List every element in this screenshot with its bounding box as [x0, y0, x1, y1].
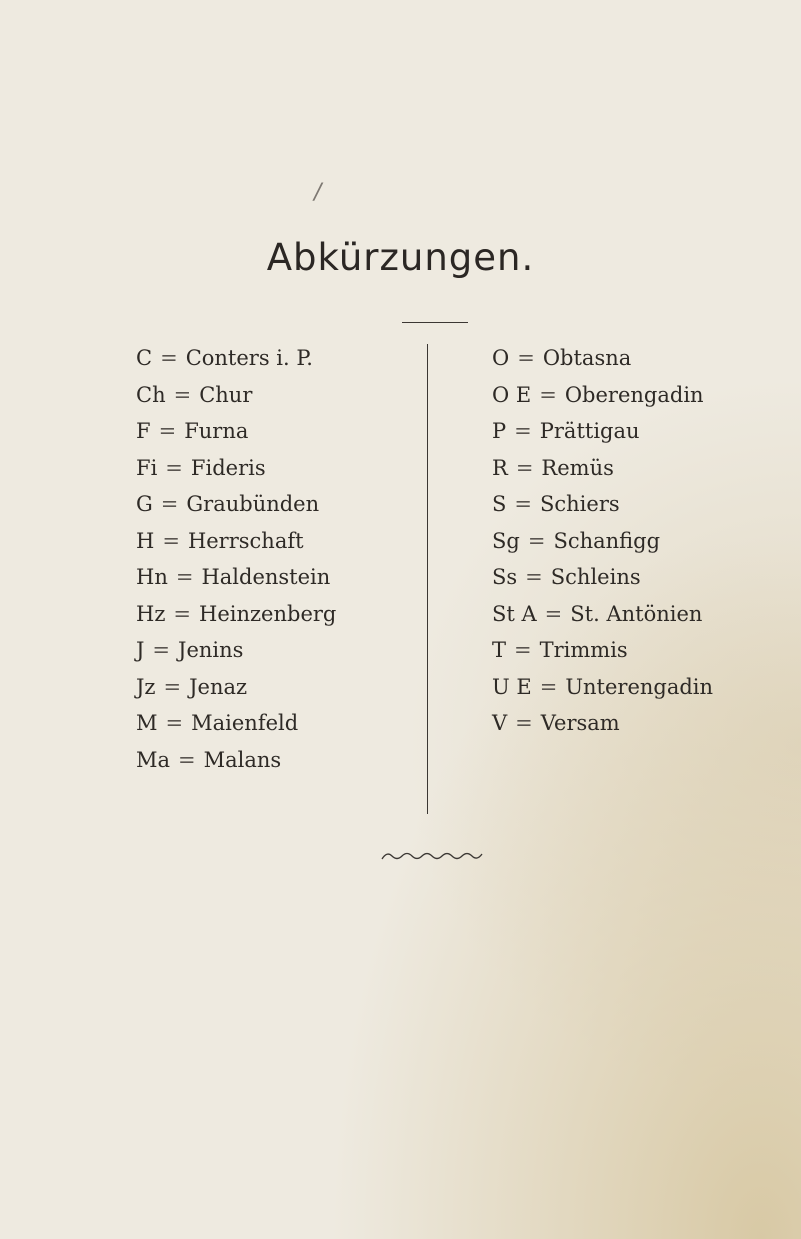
abbreviation-entry [492, 340, 713, 377]
abbreviation-entry [492, 413, 713, 450]
place-name: Jenins [178, 638, 244, 662]
equals-sign: = [514, 419, 532, 443]
equals-sign: = [527, 528, 546, 553]
equals-sign: = [173, 601, 191, 626]
place-name: Conters i. P. [185, 346, 313, 370]
page-title: Abkürzungen. [266, 236, 535, 279]
equals-sign: = [160, 346, 178, 370]
abbreviation-entry [136, 669, 336, 706]
place-name: Heinzenberg [199, 601, 337, 626]
abbreviation: U E [492, 674, 532, 699]
pencil-mark: / [314, 180, 322, 205]
abbreviation-entry [136, 596, 336, 633]
abbreviation: S [492, 492, 507, 516]
abbreviation-entry [492, 523, 713, 560]
abbreviation: Jz [136, 674, 156, 699]
place-name: Herrschaft [187, 528, 304, 553]
abbreviation: P [492, 419, 507, 443]
equals-sign: = [165, 711, 184, 735]
equals-sign: = [517, 346, 535, 370]
abbreviation: V [492, 711, 508, 735]
abbreviation: Hz [136, 601, 166, 626]
equals-sign: = [544, 601, 563, 626]
abbreviation-entry [136, 486, 336, 523]
abbreviation-entry [492, 486, 713, 523]
abbreviation: Fi [136, 455, 158, 480]
equals-sign: = [539, 382, 557, 407]
place-name: Graubünden [186, 492, 320, 516]
place-name: Schleins [550, 565, 641, 589]
abbreviation: H [136, 528, 155, 553]
abbreviation-entry [492, 632, 713, 669]
abbreviation: Hn [136, 565, 168, 589]
abbreviation: J [136, 638, 145, 662]
wavy-ornament-line [382, 854, 482, 860]
abbreviation-entry [136, 632, 336, 669]
equals-sign: = [515, 711, 533, 735]
abbreviation-entry [136, 742, 336, 779]
abbreviation-entry [492, 450, 713, 487]
place-name: Trimmis [539, 638, 628, 662]
place-name: Maienfeld [191, 711, 299, 735]
equals-sign: = [165, 455, 183, 480]
equals-sign: = [160, 492, 179, 516]
abbreviation-entry [136, 340, 336, 377]
equals-sign: = [525, 565, 543, 589]
abbreviation-entry [492, 669, 713, 706]
abbreviation: Ch [136, 382, 166, 407]
place-name: Schiers [540, 492, 620, 516]
abbreviation: Ss [492, 565, 518, 589]
equals-sign: = [163, 674, 182, 699]
equals-sign: = [514, 638, 532, 662]
abbreviation: Sg [492, 528, 520, 553]
equals-sign: = [178, 747, 196, 772]
place-name: Haldenstein [201, 565, 331, 589]
place-name: Unterengadin [565, 674, 714, 699]
equals-sign: = [173, 382, 192, 407]
equals-sign: = [158, 419, 177, 443]
equals-sign: = [175, 565, 194, 589]
abbreviation-list-right [492, 340, 713, 742]
abbreviation-entry [136, 523, 336, 560]
place-name: Malans [203, 747, 282, 772]
abbreviation: O [492, 346, 510, 370]
abbreviation: O E [492, 382, 532, 407]
abbreviation: St A [492, 601, 537, 626]
place-name: Chur [199, 382, 253, 407]
abbreviation-list-left [136, 340, 336, 778]
abbreviation-entry [492, 559, 713, 596]
abbreviation-entry [136, 559, 336, 596]
abbreviation: G [136, 492, 153, 516]
abbreviation: F [136, 419, 151, 443]
place-name: Prättigau [539, 419, 640, 443]
abbreviation: T [492, 638, 507, 662]
title-rule [402, 322, 468, 323]
abbreviation-entry [136, 377, 336, 414]
place-name: Obtasna [542, 346, 632, 370]
abbreviation-entry [492, 596, 713, 633]
abbreviation: Ma [136, 747, 171, 772]
place-name: Fideris [190, 455, 266, 480]
abbreviation-entry [492, 705, 713, 742]
equals-sign: = [539, 674, 558, 699]
abbreviation-entry [492, 377, 713, 414]
place-name: Remüs [541, 455, 614, 480]
abbreviation-entry [136, 705, 336, 742]
place-name: Jenaz [189, 674, 248, 699]
abbreviation: M [136, 711, 158, 735]
abbreviation-entry [136, 450, 336, 487]
place-name: Oberengadin [564, 382, 704, 407]
equals-sign: = [152, 638, 171, 662]
abbreviation-entry [136, 413, 336, 450]
place-name: Schanfigg [553, 528, 661, 553]
wavy-ornament [380, 850, 484, 862]
place-name: St. Antönien [570, 601, 703, 626]
place-name: Versam [540, 711, 620, 735]
abbreviation: C [136, 346, 153, 370]
place-name: Furna [184, 419, 249, 443]
equals-sign: = [162, 528, 180, 553]
abbreviation: R [492, 455, 508, 480]
equals-sign: = [515, 455, 534, 480]
equals-sign: = [514, 492, 532, 516]
column-divider [427, 344, 428, 814]
